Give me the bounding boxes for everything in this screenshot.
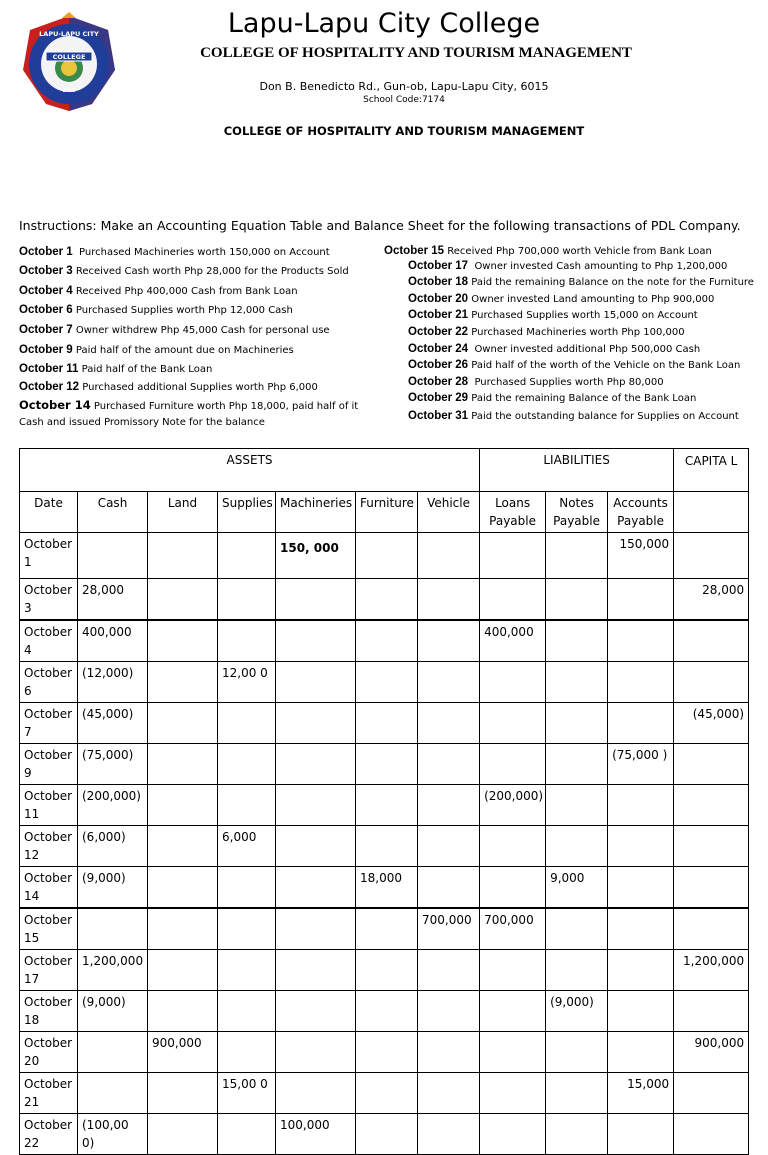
cell-cash xyxy=(78,1073,148,1114)
cell-loans xyxy=(480,867,546,909)
cell-furniture xyxy=(356,950,418,991)
cell-furniture xyxy=(356,579,418,621)
cell-accounts xyxy=(608,620,674,662)
cell-accounts xyxy=(608,867,674,909)
col-date: Date xyxy=(20,492,78,533)
transaction-item: October 24 Owner invested additional Php 500,000 Cash xyxy=(408,343,701,355)
cell-date: October 12 xyxy=(20,826,78,867)
cell-furniture: 18,000 xyxy=(356,867,418,909)
table-row xyxy=(20,991,749,1032)
instructions: Instructions: Make an Accounting Equation Table and Balance Sheet for the following transactions of PDL Company. xyxy=(19,218,741,233)
cell-cash: (6,000) xyxy=(78,826,148,867)
department-title-2: COLLEGE OF HOSPITALITY AND TOURISM MANAGEMENT xyxy=(223,124,585,138)
col-loans-payable: Loans Payable xyxy=(480,492,546,533)
cell-loans xyxy=(480,826,546,867)
college-title: Lapu-Lapu City College xyxy=(227,8,541,39)
cell-accounts: 150,000 xyxy=(608,533,674,579)
cell-furniture xyxy=(356,826,418,867)
cell-supplies: 15,00 0 xyxy=(218,1073,276,1114)
cell-land xyxy=(148,620,218,662)
cell-vehicle xyxy=(418,1032,480,1073)
cell-date: October 18 xyxy=(20,991,78,1032)
cell-cash: (75,000) xyxy=(78,744,148,785)
cell-notes xyxy=(546,579,608,621)
cell-loans xyxy=(480,950,546,991)
cell-capital xyxy=(674,1114,749,1155)
transaction-item: October 4 Received Php 400,000 Cash from Bank Loan xyxy=(19,285,298,297)
cell-vehicle xyxy=(418,1114,480,1155)
cell-loans xyxy=(480,744,546,785)
cell-land xyxy=(148,785,218,826)
cell-accounts xyxy=(608,703,674,744)
cell-land xyxy=(148,703,218,744)
cell-cash: 1,200,000 xyxy=(78,950,148,991)
cell-vehicle xyxy=(418,991,480,1032)
cell-vehicle xyxy=(418,867,480,909)
transaction-item: October 12 Purchased additional Supplies worth Php 6,000 xyxy=(19,381,318,393)
svg-text:2013: 2013 xyxy=(62,88,76,94)
table-row xyxy=(20,744,749,785)
cell-loans: 700,000 xyxy=(480,908,546,950)
transaction-item: October 9 Paid half of the amount due on Machineries xyxy=(19,344,294,356)
transaction-item: October 29 Paid the remaining Balance of the Bank Loan xyxy=(408,392,697,404)
cell-notes xyxy=(546,620,608,662)
cell-loans xyxy=(480,579,546,621)
cell-notes xyxy=(546,1032,608,1073)
cell-cash: (9,000) xyxy=(78,991,148,1032)
table-row xyxy=(20,908,749,950)
cell-land xyxy=(148,662,218,703)
table-row xyxy=(20,1114,749,1155)
table-row xyxy=(20,867,749,909)
transaction-item: October 28 Purchased Supplies worth Php 80,000 xyxy=(408,376,664,388)
liabilities-header: LIABILITIES xyxy=(480,449,674,492)
cell-accounts xyxy=(608,662,674,703)
col-land: Land xyxy=(148,492,218,533)
cell-cash: (45,000) xyxy=(78,703,148,744)
cell-vehicle xyxy=(418,620,480,662)
cell-supplies xyxy=(218,579,276,621)
cell-supplies xyxy=(218,991,276,1032)
cell-capital xyxy=(674,533,749,579)
cell-vehicle xyxy=(418,950,480,991)
cell-cash: (12,000) xyxy=(78,662,148,703)
cell-loans xyxy=(480,991,546,1032)
cell-notes xyxy=(546,785,608,826)
cell-capital: 900,000 xyxy=(674,1032,749,1073)
cell-loans xyxy=(480,1073,546,1114)
cell-capital: 28,000 xyxy=(674,579,749,621)
table-row xyxy=(20,703,749,744)
cell-vehicle xyxy=(418,744,480,785)
cell-vehicle xyxy=(418,533,480,579)
col-supplies: Supplies xyxy=(218,492,276,533)
cell-loans xyxy=(480,662,546,703)
cell-supplies: 6,000 xyxy=(218,826,276,867)
cell-land xyxy=(148,1114,218,1155)
cell-accounts xyxy=(608,950,674,991)
table-row xyxy=(20,1032,749,1073)
cell-supplies xyxy=(218,1032,276,1073)
cell-cash: (100,00 0) xyxy=(78,1114,148,1155)
department-title: COLLEGE OF HOSPITALITY AND TOURISM MANAGEMENT xyxy=(200,45,632,61)
transaction-item: October 26 Paid half of the worth of the Vehicle on the Bank Loan xyxy=(408,359,741,371)
cell-cash xyxy=(78,908,148,950)
cell-capital xyxy=(674,908,749,950)
cell-vehicle xyxy=(418,703,480,744)
cell-notes: (9,000) xyxy=(546,991,608,1032)
cell-machineries xyxy=(276,1032,356,1073)
cell-machineries xyxy=(276,867,356,909)
cell-date: October 9 xyxy=(20,744,78,785)
cell-loans: (200,000) xyxy=(480,785,546,826)
accounting-equation-table xyxy=(19,448,749,1155)
cell-land xyxy=(148,826,218,867)
cell-date: October 17 xyxy=(20,950,78,991)
cell-capital: (45,000) xyxy=(674,703,749,744)
cell-accounts xyxy=(608,579,674,621)
cell-cash: (9,000) xyxy=(78,867,148,909)
transaction-item: October 22 Purchased Machineries worth Php 100,000 xyxy=(408,326,685,338)
cell-vehicle xyxy=(418,662,480,703)
cell-notes xyxy=(546,826,608,867)
col-machineries: Machineries xyxy=(276,492,356,533)
cell-capital xyxy=(674,744,749,785)
cell-date: October 22 xyxy=(20,1114,78,1155)
cell-land xyxy=(148,908,218,950)
cell-land xyxy=(148,579,218,621)
table-row xyxy=(20,826,749,867)
cell-accounts: (75,000 ) xyxy=(608,744,674,785)
col-accounts-payable: Accounts Payable xyxy=(608,492,674,533)
cell-capital xyxy=(674,867,749,909)
capital-header: CAPITA L xyxy=(674,449,749,492)
cell-capital xyxy=(674,785,749,826)
transaction-item: October 21 Purchased Supplies worth 15,000 on Account xyxy=(408,309,698,321)
cell-vehicle: 700,000 xyxy=(418,908,480,950)
cell-furniture xyxy=(356,703,418,744)
col-capital xyxy=(674,492,749,533)
cell-date: October 20 xyxy=(20,1032,78,1073)
table-row xyxy=(20,579,749,621)
cell-vehicle xyxy=(418,1073,480,1114)
transaction-item: October 20 Owner invested Land amounting to Php 900,000 xyxy=(408,293,715,305)
cell-machineries xyxy=(276,908,356,950)
cell-land xyxy=(148,950,218,991)
cell-date: October 11 xyxy=(20,785,78,826)
cell-date: October 1 xyxy=(20,533,78,579)
cell-furniture xyxy=(356,991,418,1032)
transaction-item: October 17 Owner invested Cash amounting to Php 1,200,000 xyxy=(408,260,728,272)
cell-supplies xyxy=(218,533,276,579)
assets-header: ASSETS xyxy=(20,449,480,492)
table-row xyxy=(20,950,749,991)
transaction-item: October 18 Paid the remaining Balance on the note for the Furniture xyxy=(408,276,754,288)
cell-accounts xyxy=(608,1032,674,1073)
transaction-item: October 3 Received Cash worth Php 28,000 for the Products Sold xyxy=(19,265,349,277)
cell-furniture xyxy=(356,744,418,785)
cell-notes xyxy=(546,662,608,703)
cell-loans xyxy=(480,533,546,579)
cell-supplies xyxy=(218,744,276,785)
cell-furniture xyxy=(356,662,418,703)
cell-notes xyxy=(546,744,608,785)
cell-notes xyxy=(546,950,608,991)
transaction-item: October 6 Purchased Supplies worth Php 12,000 Cash xyxy=(19,304,293,316)
table-row xyxy=(20,533,749,579)
cell-accounts: 15,000 xyxy=(608,1073,674,1114)
cell-capital xyxy=(674,620,749,662)
cell-supplies xyxy=(218,785,276,826)
transaction-item: October 11 Paid half of the Bank Loan xyxy=(19,363,213,375)
cell-vehicle xyxy=(418,826,480,867)
cell-supplies xyxy=(218,908,276,950)
cell-date: October 7 xyxy=(20,703,78,744)
table-row xyxy=(20,1073,749,1114)
svg-text:LAPU-LAPU CITY: LAPU-LAPU CITY xyxy=(39,30,99,38)
cell-cash: (200,000) xyxy=(78,785,148,826)
transaction-item: October 7 Owner withdrew Php 45,000 Cash for personal use xyxy=(19,324,330,336)
cell-capital xyxy=(674,1073,749,1114)
col-notes-payable: Notes Payable xyxy=(546,492,608,533)
svg-text:COLLEGE: COLLEGE xyxy=(52,53,86,61)
cell-accounts xyxy=(608,908,674,950)
cell-date: October 15 xyxy=(20,908,78,950)
cell-furniture xyxy=(356,908,418,950)
cell-cash: 28,000 xyxy=(78,579,148,621)
cell-supplies: 12,00 0 xyxy=(218,662,276,703)
cell-machineries xyxy=(276,662,356,703)
cell-machineries xyxy=(276,703,356,744)
cell-machineries xyxy=(276,579,356,621)
table-row xyxy=(20,620,749,662)
cell-machineries xyxy=(276,826,356,867)
cell-capital: 1,200,000 xyxy=(674,950,749,991)
cell-capital xyxy=(674,826,749,867)
cell-furniture xyxy=(356,785,418,826)
cell-machineries: 150, 000 xyxy=(276,533,356,579)
cell-machineries xyxy=(276,991,356,1032)
table-row xyxy=(20,785,749,826)
cell-vehicle xyxy=(418,785,480,826)
cell-date: October 4 xyxy=(20,620,78,662)
cell-notes xyxy=(546,533,608,579)
col-furniture: Furniture xyxy=(356,492,418,533)
cell-supplies xyxy=(218,950,276,991)
cell-accounts xyxy=(608,1114,674,1155)
cell-cash xyxy=(78,533,148,579)
cell-capital xyxy=(674,662,749,703)
transaction-item: October 14 Purchased Furniture worth Php 18,000, paid half of it Cash and issued Promissory Note for the balance xyxy=(19,398,359,428)
cell-supplies xyxy=(218,1114,276,1155)
cell-loans xyxy=(480,703,546,744)
cell-date: October 21 xyxy=(20,1073,78,1114)
transaction-item: October 31 Paid the outstanding balance for Supplies on Account xyxy=(408,410,739,422)
cell-accounts xyxy=(608,991,674,1032)
cell-notes xyxy=(546,703,608,744)
cell-machineries xyxy=(276,785,356,826)
cell-loans: 400,000 xyxy=(480,620,546,662)
cell-cash: 400,000 xyxy=(78,620,148,662)
cell-supplies xyxy=(218,703,276,744)
cell-furniture xyxy=(356,1073,418,1114)
cell-loans xyxy=(480,1032,546,1073)
cell-furniture xyxy=(356,620,418,662)
cell-capital xyxy=(674,991,749,1032)
cell-land xyxy=(148,867,218,909)
cell-land xyxy=(148,533,218,579)
cell-land xyxy=(148,991,218,1032)
school-code: School Code:7174 xyxy=(363,95,445,105)
cell-cash xyxy=(78,1032,148,1073)
cell-loans xyxy=(480,1114,546,1155)
col-cash: Cash xyxy=(78,492,148,533)
address: Don B. Benedicto Rd., Gun-ob, Lapu-Lapu City, 6015 xyxy=(259,80,549,93)
cell-machineries xyxy=(276,950,356,991)
cell-date: October 3 xyxy=(20,579,78,621)
cell-machineries xyxy=(276,620,356,662)
cell-date: October 6 xyxy=(20,662,78,703)
transaction-item: October 1 Purchased Machineries worth 150,000 on Account xyxy=(19,246,330,258)
cell-supplies xyxy=(218,620,276,662)
cell-land xyxy=(148,744,218,785)
cell-furniture xyxy=(356,533,418,579)
cell-notes: 9,000 xyxy=(546,867,608,909)
cell-furniture xyxy=(356,1032,418,1073)
cell-machineries xyxy=(276,744,356,785)
table-row xyxy=(20,662,749,703)
cell-land: 900,000 xyxy=(148,1032,218,1073)
cell-notes xyxy=(546,1114,608,1155)
cell-accounts xyxy=(608,785,674,826)
cell-machineries: 100,000 xyxy=(276,1114,356,1155)
cell-vehicle xyxy=(418,579,480,621)
cell-notes xyxy=(546,908,608,950)
col-vehicle: Vehicle xyxy=(418,492,480,533)
cell-machineries xyxy=(276,1073,356,1114)
cell-furniture xyxy=(356,1114,418,1155)
cell-land xyxy=(148,1073,218,1114)
cell-supplies xyxy=(218,867,276,909)
cell-accounts xyxy=(608,826,674,867)
cell-notes xyxy=(546,1073,608,1114)
transaction-item: October 15 Received Php 700,000 worth Vehicle from Bank Loan xyxy=(384,245,712,257)
cell-date: October 14 xyxy=(20,867,78,909)
